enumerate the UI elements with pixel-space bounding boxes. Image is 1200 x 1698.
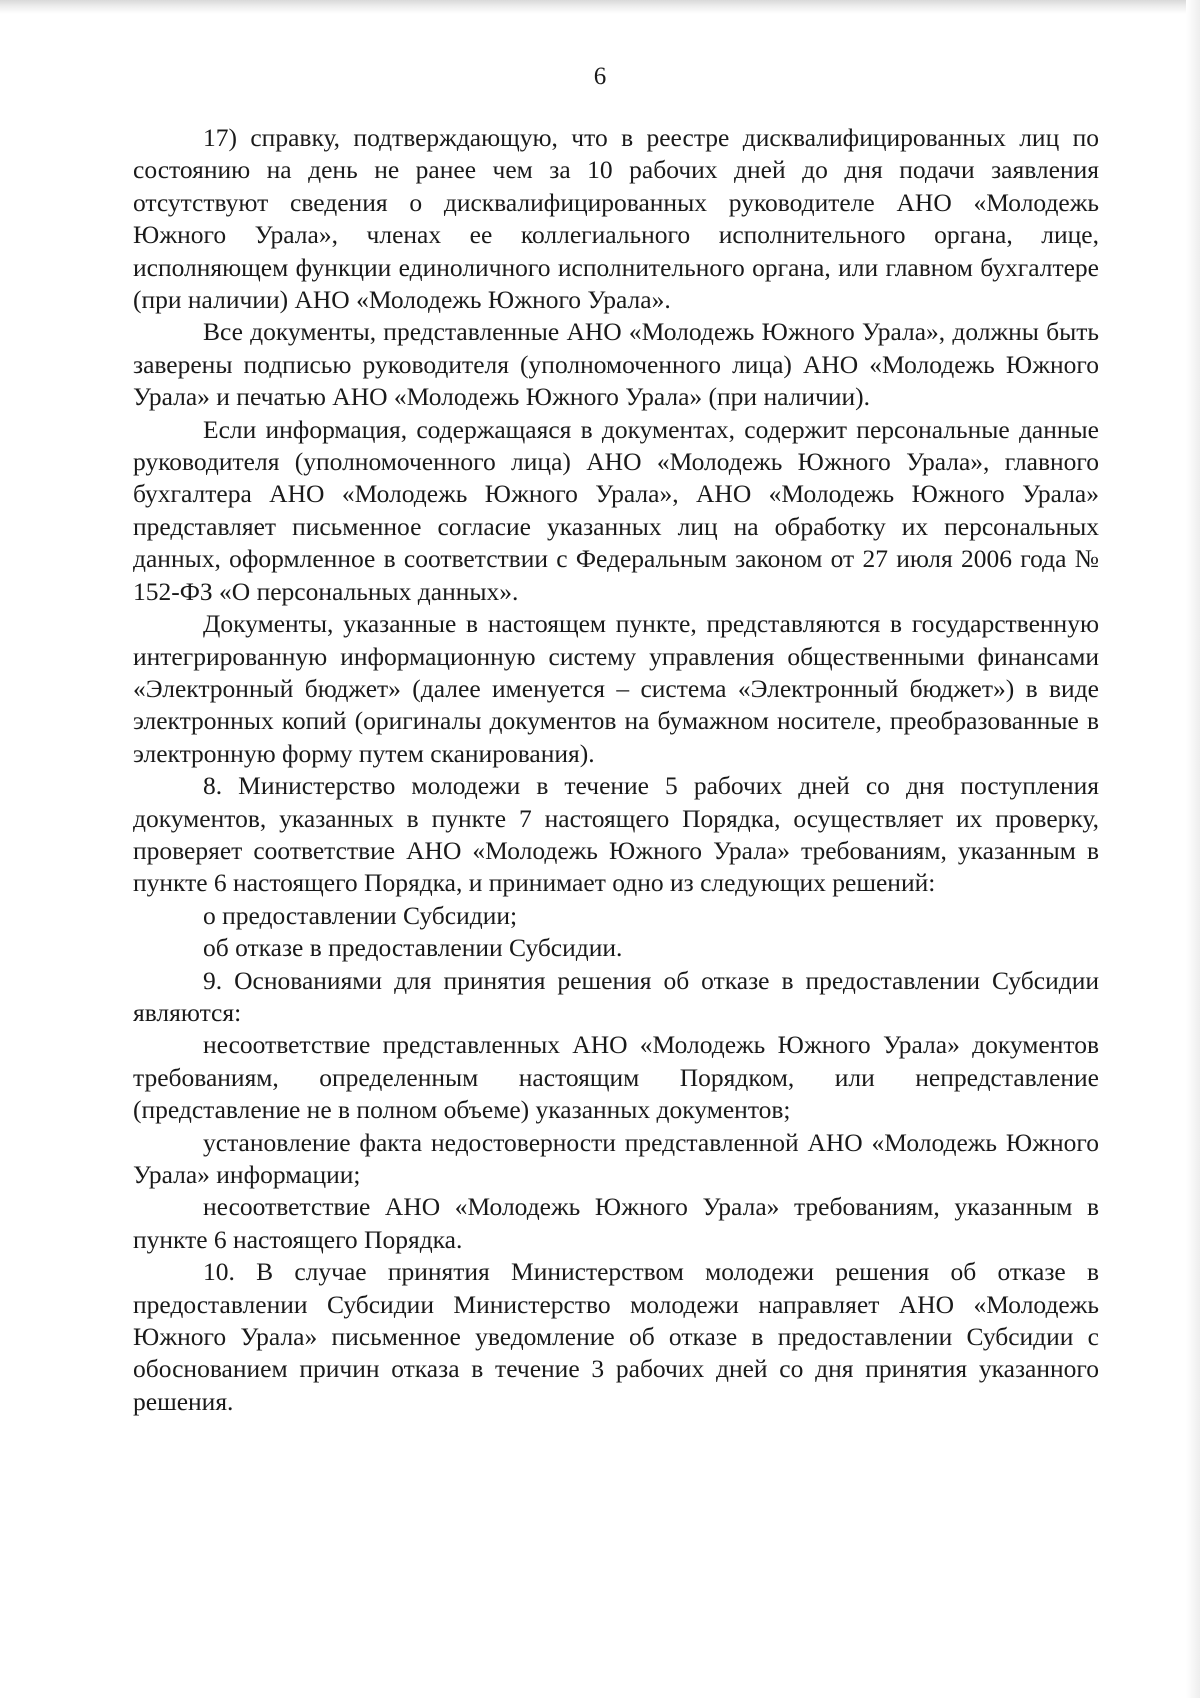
paragraph-decision-grant: о предоставлении Субсидии; [203,900,518,930]
paragraph-ground-requirements: несоответствие АНО «Молодежь Южного Урала» требованиям, указанным в пункте 6 настоящего Порядка. [133,1192,1099,1254]
paragraph-electronic-budget: Документы, указанные в настоящем пункте, представляются в государственную интегрированную информационную систему управления общественными финансами «Электронный бюджет» (далее именуется – система «Электронный бюджет») в виде электронных копий (оригиналы документов на бумажном носителе, преобразованные в электронную форму путем сканирования). [133,609,1099,768]
paragraph-personal-data: Если информация, содержащаяся в документах, содержит персональные данные руководителя (уполномоченного лица) АНО «Молодежь Южного Урала», главного бухгалтера АНО «Молодежь Южного Урала», АНО «Молодежь Южного Урала» представляет письменное согласие указанных лиц на обработку их персональных данных, оформленное в соответствии с Федеральным законом от 27 июля 2006 года № 152-ФЗ «О персональных данных». [133,414,1099,606]
document-body [133,122,1099,1418]
paragraph-certification: Все документы, представленные АНО «Молодежь Южного Урала», должны быть заверены подписью руководителя (уполномоченного лица) АНО «Молодежь Южного Урала» и печатью АНО «Молодежь Южного Урала» (при наличии). [133,317,1099,412]
paragraph-decision-refusal: об отказе в предоставлении Субсидии. [203,933,623,963]
paragraph-ground-unreliable: установление факта недостоверности представленной АНО «Молодежь Южного Урала» информации; [133,1127,1099,1189]
page-number: 6 [593,63,607,90]
paragraph-clause-10: 10. В случае принятия Министерством молодежи решения об отказе в предоставлении Субсидии Министерство молодежи направляет АНО «Молодежь Южного Урала» письменное уведомление об отказе в предоставлении Субсидии с обоснованием причин отказа в течение 3 рабочих дней со дня принятия указанного решения. [133,1257,1099,1416]
paragraph-ground-documents: несоответствие представленных АНО «Молодежь Южного Урала» документов требованиям, определенным настоящим Порядком, или непредставление (представление не в полном объеме) указанных документов; [133,1030,1099,1125]
paragraph-item-17: 17) справку, подтверждающую, что в реестре дисквалифицированных лиц по состоянию на день не ранее чем за 10 рабочих дней до дня подачи заявления отсутствуют сведения о дисквалифицированных руководителе АНО «Молодежь Южного Урала», членах ее коллегиального исполнительного органа, лице, исполняющем функции единоличного исполнительного органа, или главном бухгалтере (при наличии) АНО «Молодежь Южного Урала». [133,123,1099,315]
scan-edge-top [0,0,1200,14]
paragraph-clause-8: 8. Министерство молодежи в течение 5 рабочих дней со дня поступления документов, указанных в пункте 7 настоящего Порядка, осуществляет их проверку, проверяет соответствие АНО «Молодежь Южного Урала» требованиям, указанным в пункте 6 настоящего Порядка, и принимает одно из следующих решений: [133,771,1099,898]
paragraph-clause-9: 9. Основаниями для принятия решения об отказе в предоставлении Субсидии являются: [133,965,1099,1027]
scan-edge-right [1186,0,1200,1698]
